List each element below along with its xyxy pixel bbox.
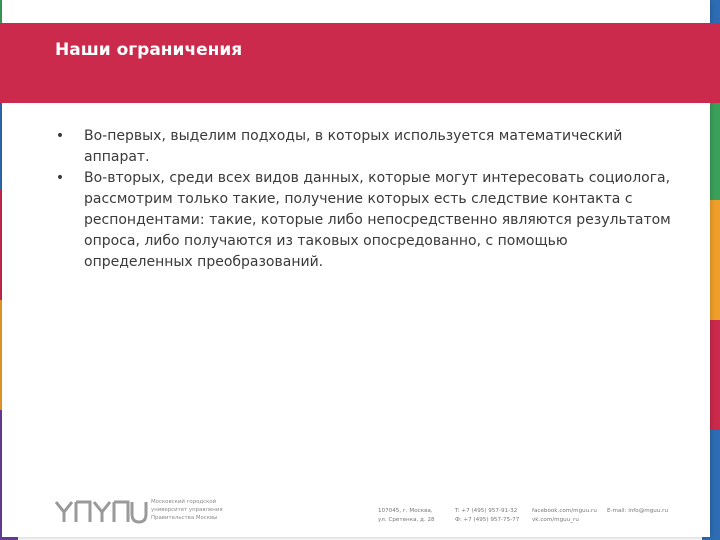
bullet-dot: •: [55, 128, 65, 144]
logo-glyph: [56, 502, 72, 522]
logo-glyph: [76, 502, 90, 522]
logo-caption-line: Правительства Москвы: [151, 515, 218, 521]
footer-address: [378, 507, 435, 525]
logo-caption-line: университет управления: [151, 507, 223, 513]
university-logo: [54, 500, 148, 524]
footer-line: T: +7 (495) 957-91-32: [455, 508, 518, 514]
footer-social: [532, 507, 597, 525]
logo-glyph: [132, 502, 146, 522]
title-bar: [0, 23, 720, 103]
footer-line: ул. Сретенка, д. 28: [378, 517, 435, 523]
footer-email: [607, 507, 668, 516]
logo-glyph: [114, 502, 128, 522]
footer-line: 107045, г. Москва,: [378, 508, 433, 514]
bullet-item: [55, 126, 675, 168]
bullet-item: [55, 168, 675, 273]
logo-glyph: [94, 502, 110, 522]
footer-phones: [455, 507, 519, 525]
footer-social-link[interactable]: facebook.com/mguu.ru: [532, 508, 597, 514]
logo-caption: [151, 498, 241, 522]
bullet-list: [55, 126, 675, 273]
footer-line: Ф: +7 (495) 957-75-77: [455, 517, 520, 523]
bullet-text: Во-первых, выделим подходы, в которых используется математический аппарат.: [84, 128, 623, 165]
bullet-dot: •: [55, 170, 65, 186]
footer-email-link[interactable]: E-mail: info@mguu.ru: [607, 508, 668, 514]
bullet-text: Во-вторых, среди всех видов данных, которые могут интересовать социолога, рассмотрим только такие, получение которых есть следствие контакта с респондентами: такие, которые либо непосредственно являются результатом опроса, либо получаются из таковых опосредованно, с помощью определенных преобразований.: [84, 170, 671, 270]
slide-title: Наши ограничения: [55, 40, 243, 60]
logo-caption-line: Московский городской: [151, 499, 217, 505]
footer-social-link[interactable]: vk.com/mguu_ru: [532, 517, 579, 523]
